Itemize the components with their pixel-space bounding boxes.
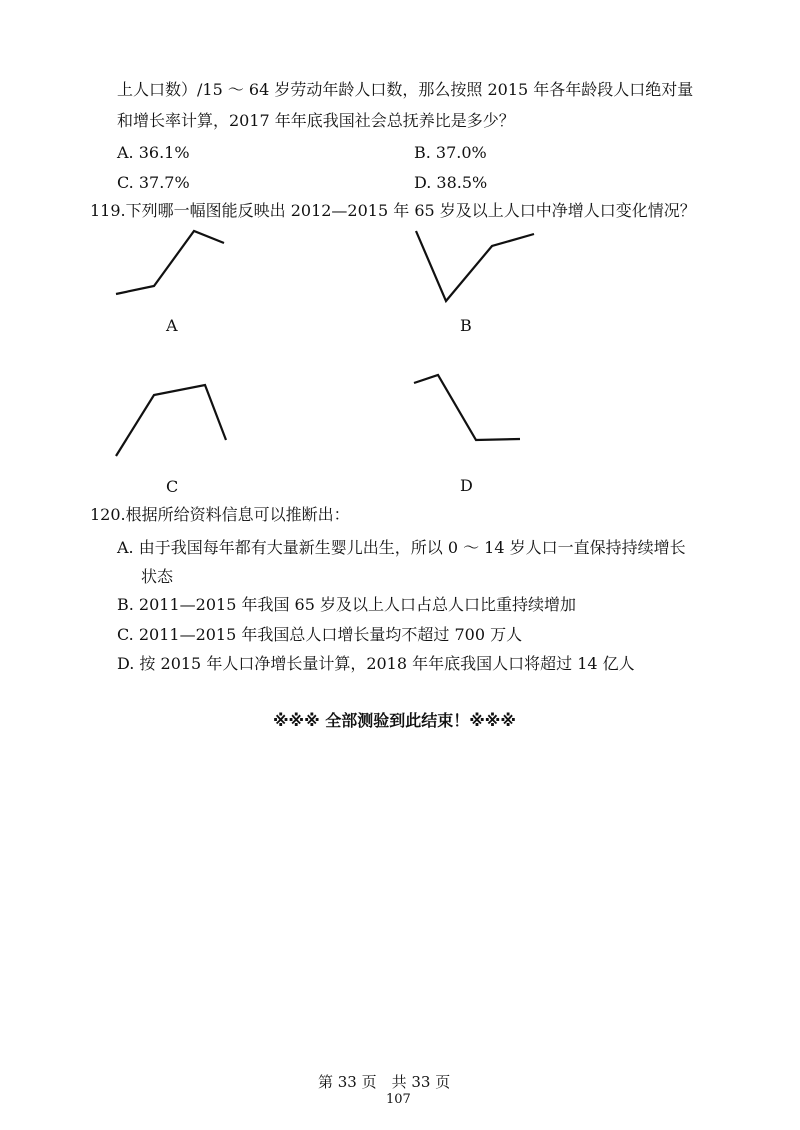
q120-option-c: C. 2011—2015 年我国总人口增长量均不超过 700 万人 [117,625,523,644]
q119-figure-d [410,370,550,450]
q119-figure-c [110,380,250,460]
q119-figure-b [410,225,550,305]
q119-question: 119.下列哪一幅图能反映出 2012—2015 年 65 岁及以上人口中净增人口变化情况？ [90,201,696,220]
q119-figure-c-label: C [166,477,179,496]
figure-a-line [116,231,224,294]
page-number: 107 [386,1092,411,1107]
q119-figure-a [110,225,250,305]
end-banner: ※※※ 全部测验到此结束！※※※ [273,711,516,730]
figure-d-line [414,375,520,440]
q120-question: 120.根据所给资料信息可以推断出： [90,505,350,524]
q118-option-c: C. 37.7% [117,173,190,192]
q118-stem-line1: 上人口数）/15 ～ 64 岁劳动年龄人口数，那么按照 2015 年各年龄段人口绝对量 [117,80,694,99]
q120-option-d: D. 按 2015 年人口净增长量计算，2018 年年底我国人口将超过 14 亿人 [117,654,635,673]
q119-figure-b-label: B [460,316,472,335]
q120-option-a-line1: A. 由于我国每年都有大量新生婴儿出生，所以 0 ～ 14 岁人口一直保持持续增长 [117,538,686,557]
q119-figure-d-label: D [460,476,473,495]
q118-stem-line2: 和增长率计算，2017 年年底我国社会总抚养比是多少？ [117,111,515,130]
q118-option-b: B. 37.0% [414,143,487,162]
q120-option-a-line2: 状态 [141,567,174,586]
q118-option-d: D. 38.5% [414,173,488,192]
figure-c-line [116,385,226,456]
page-indicator: 第 33 页 共 33 页 [318,1073,451,1091]
q118-option-a: A. 36.1% [117,143,190,162]
q120-option-b: B. 2011—2015 年我国 65 岁及以上人口占总人口比重持续增加 [117,595,576,614]
figure-b-line [416,231,534,301]
q119-figure-a-label: A [166,316,178,335]
